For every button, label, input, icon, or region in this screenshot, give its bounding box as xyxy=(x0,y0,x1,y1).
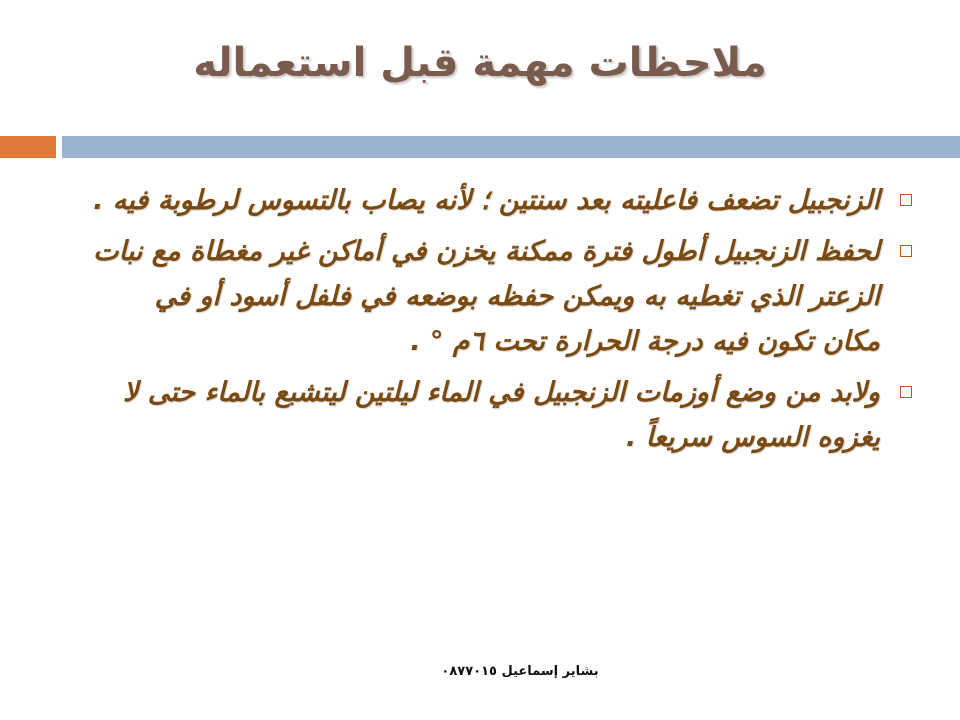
bullet-text: الزنجبيل تضعف فاعليته بعد سنتين ؛ لأنه يصاب بالتسوس لرطوبة فيه . xyxy=(93,185,880,216)
accent-bar xyxy=(0,136,56,158)
divider-bar xyxy=(62,136,960,158)
bullet-list xyxy=(90,178,920,466)
square-bullet-icon xyxy=(900,194,912,206)
bullet-item xyxy=(90,370,920,460)
bullet-text: ولابد من وضع أوزمات الزنجبيل في الماء ليلتين ليتشبع بالماء حتى لا يغزوه السوس سريعاً . xyxy=(122,377,880,453)
bullet-item xyxy=(90,229,920,364)
bullet-item xyxy=(90,178,920,223)
square-bullet-icon xyxy=(900,386,912,398)
slide-title: ملاحظات مهمة قبل استعماله xyxy=(193,40,767,86)
bullet-text: لحفظ الزنجبيل أطول فترة ممكنة يخزن في أماكن غير مغطاة مع نبات الزعتر الذي تغطيه به ويمكن حفظه بوضعه في فلفل أسود أو في مكان تكون فيه درجة الحرارة تحت ٦م ° . xyxy=(93,236,880,357)
square-bullet-icon xyxy=(900,245,912,257)
footer-text: بشاير إسماعيل ٠٨٧٧٠١٥ xyxy=(441,664,599,679)
